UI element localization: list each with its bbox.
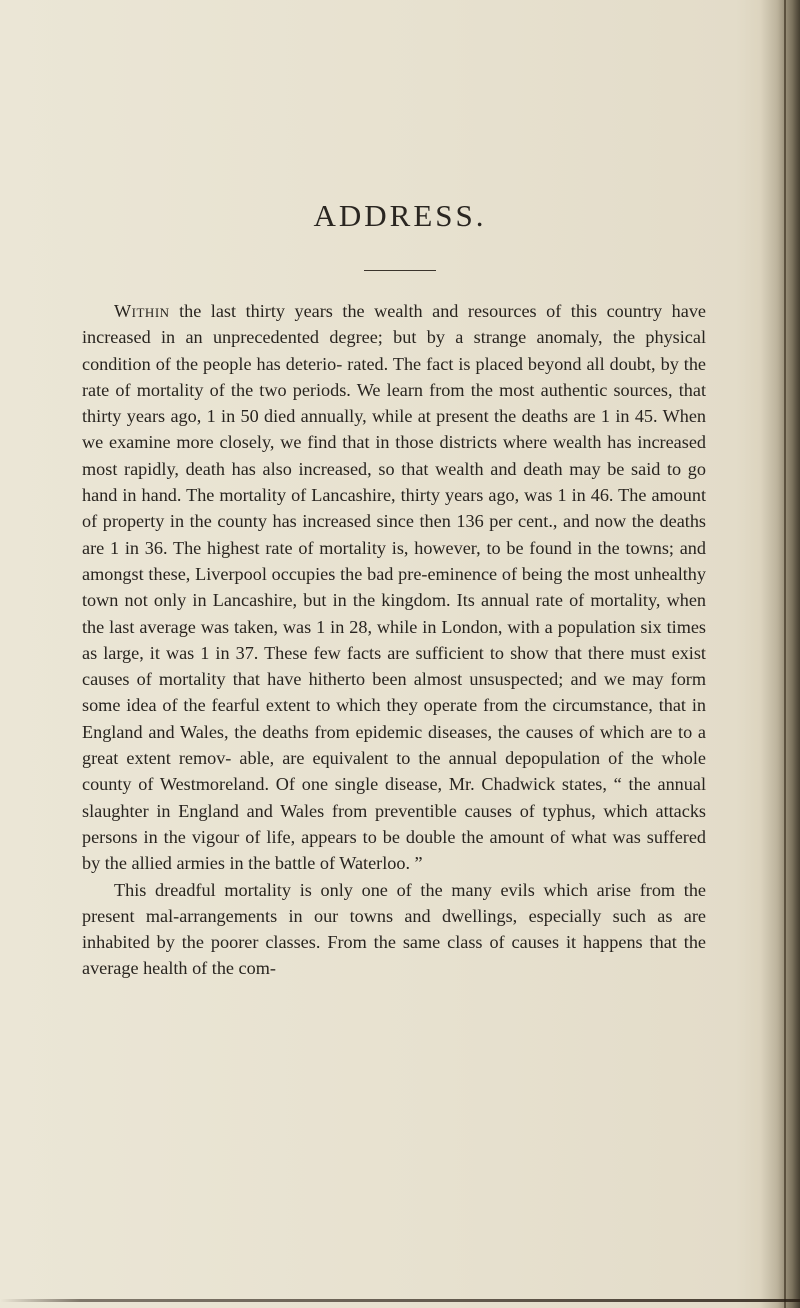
title-rule — [364, 270, 436, 271]
paragraph-1-lead: Within — [114, 301, 170, 321]
paragraph-2-text: This dreadful mortality is only one of the many evils which arise from the present mal-arrangements in our towns and dwellings, especially such as are inhabited by the poorer classes. From the same class of causes it happens that the average health of the com- — [82, 879, 706, 979]
bottom-rule — [0, 1299, 800, 1302]
page-edge-shadow — [760, 0, 800, 1308]
page-title: ADDRESS. — [313, 198, 487, 233]
paragraph-2 — [82, 877, 706, 982]
paragraph-1-text: the last thirty years the wealth and resources of this country have increased in an unprecedented degree; but by a strange anomaly, the physical condition of the people has deterio- rated. The fact is placed beyond all doubt, by the rate of mortality of the two periods. We learn from the most authentic sources, that thirty years ago, 1 in 50 died annually, while at present the deaths are 1 in 45. When we examine more closely, we find that in those districts where wealth has increased most rapidly, death has also increased, so that wealth and death may be said to go hand in hand. The mortality of Lancashire, thirty years ago, was 1 in 46. The amount of property in the county has increased since then 136 per cent., and now the deaths are 1 in 36. The highest rate of mortality is, however, to be found in the towns; and amongst these, Liverpool occupies the bad pre-eminence of being the most unhealthy town not only in Lancashire, but in the kingdom. Its annual rate of mortality, when the last average was taken, was 1 in 28, while in London, with a population six times as large, it was 1 in 37. These few facts are sufficient to show that there must exist causes of mortality that have hitherto been almost unsuspected; and we may form some idea of the fearful extent to which they operate from the circumstance, that in England and Wales, the deaths from epidemic diseases, the causes of which are to a great extent remov- able, are equivalent to the annual depopulation of the whole county of Westmoreland. Of one single disease, Mr. Chadwick states, “ the annual slaughter in England and Wales from preventible causes of typhus, which attacks persons in the vigour of life, appears to be double the amount of what was suffered by the allied armies in the battle of Waterloo. ” — [82, 301, 706, 874]
paragraph-1 — [82, 298, 706, 877]
body-text — [82, 298, 706, 982]
page-edge-line — [784, 0, 786, 1308]
